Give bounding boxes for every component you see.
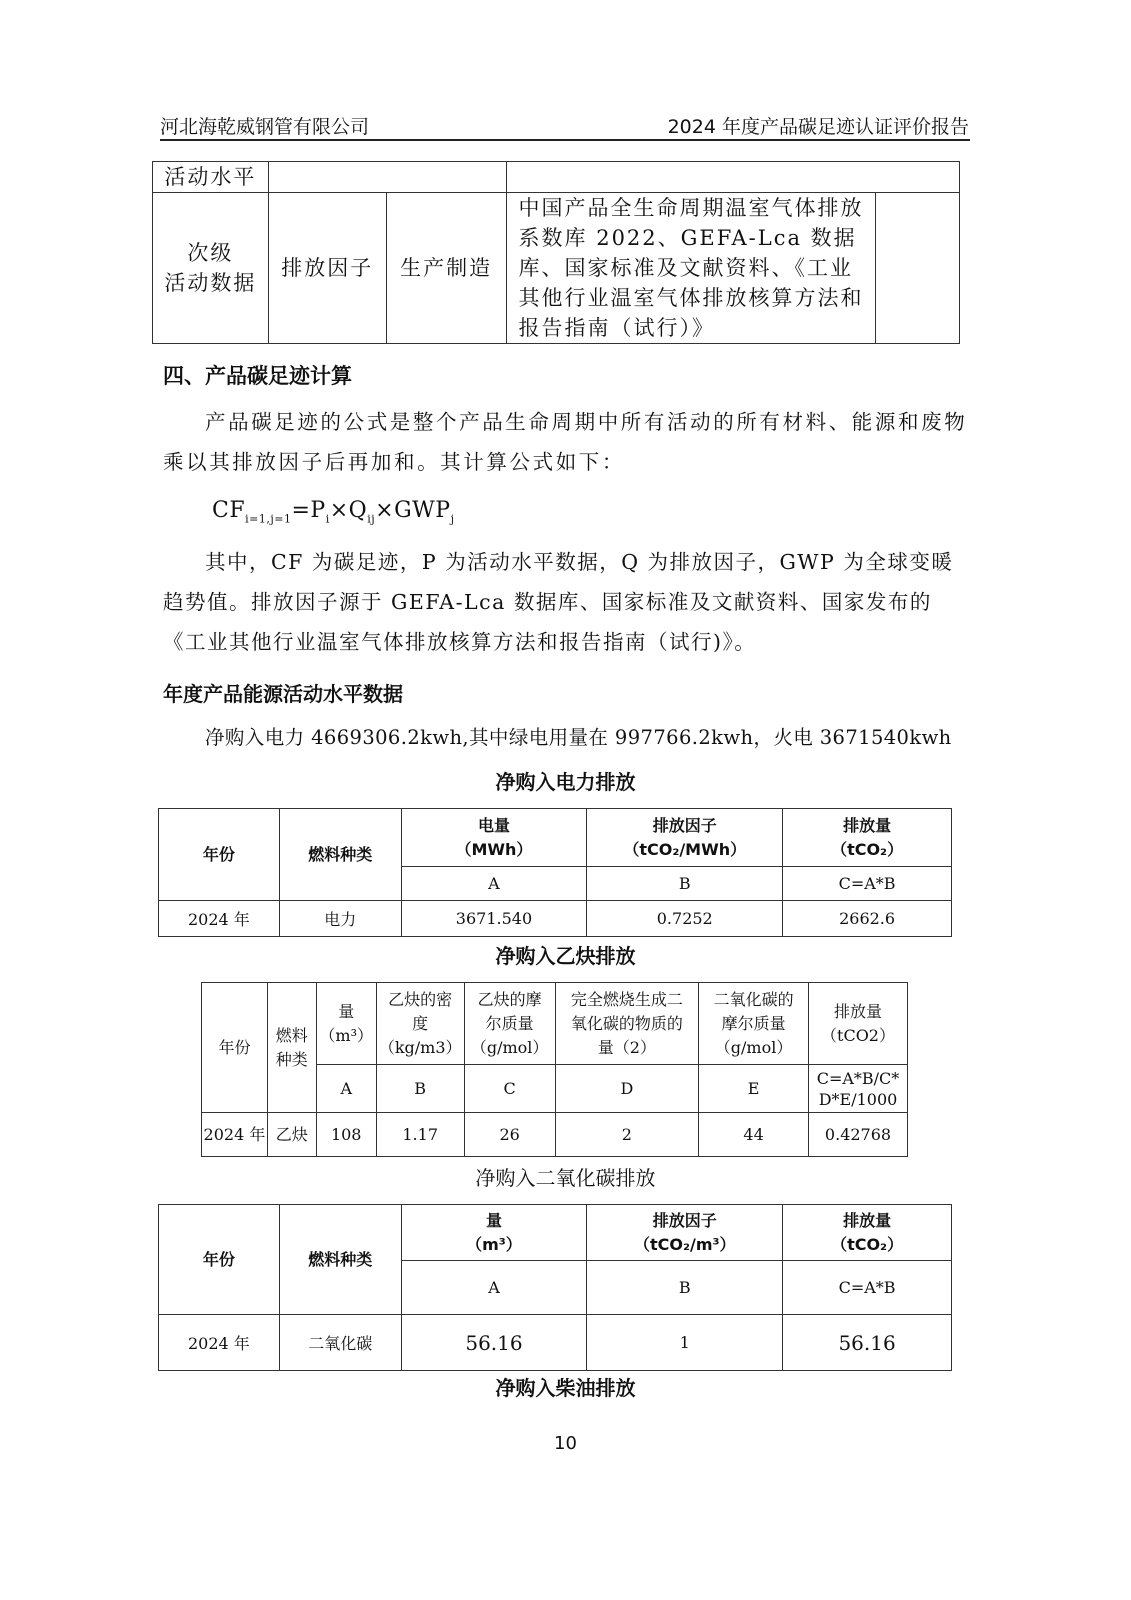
header-factor: 排放因子 （tCO₂/m³） xyxy=(587,1205,783,1261)
cell-factor: 0.7252 xyxy=(587,901,783,937)
letter-d: D xyxy=(555,1065,699,1113)
cell-molar: 26 xyxy=(464,1113,555,1157)
co2-table-caption: 净购入二氧化碳排放 xyxy=(475,1166,656,1190)
cell-amount: 3671.540 xyxy=(401,901,587,937)
header-amount: 电量 （MWh） xyxy=(401,809,587,867)
table-row xyxy=(159,1315,952,1371)
table-row xyxy=(202,983,908,1065)
electricity-text: 净购入电力 4669306.2kwh,其中绿电用量在 997766.2kwh，火电 3671540kwh xyxy=(205,726,952,749)
table-row xyxy=(159,901,952,937)
cell-year: 2024 年 xyxy=(159,901,280,937)
letter-e: E xyxy=(699,1065,809,1113)
energy-heading: 年度产品能源活动水平数据 xyxy=(163,682,403,706)
table-row xyxy=(153,193,960,344)
electricity-table xyxy=(158,808,952,937)
header-emission: 排放量 （tCO₂） xyxy=(783,809,952,867)
table-row xyxy=(159,1205,952,1261)
letter-b: B xyxy=(587,1261,783,1315)
header-emission: 排放量 （tCO2） xyxy=(809,983,908,1065)
letter-formula: C=A*B/C* D*E/1000 xyxy=(809,1065,908,1113)
explanation-paragraph: 其中，CF 为碳足迹，P 为活动水平数据，Q 为排放因子，GWP 为全球变暖趋势值。排放因子源于 GEFA-Lca 数据库、国家标准及文献资料、国家发布的《工业其他行业温室气体排放核算方法和报告指南（试行)》。 xyxy=(163,550,954,654)
letter-c: C=A*B xyxy=(783,1261,952,1315)
header-density: 乙炔的密 度（kg/m3） xyxy=(376,983,464,1065)
cell-fuel: 电力 xyxy=(279,901,401,937)
header-fuel: 燃料 种类 xyxy=(267,983,316,1113)
cell-year: 2024 年 xyxy=(159,1315,280,1371)
cell-type: 排放因子 xyxy=(268,193,386,344)
row-label-activity-level: 活动水平 xyxy=(153,162,269,193)
acetylene-table xyxy=(201,982,908,1157)
cell-stage: 生产制造 xyxy=(386,193,506,344)
header-volume: 量 （m³） xyxy=(316,983,376,1065)
letter-a: A xyxy=(401,867,587,901)
page-number: 10 xyxy=(554,1433,577,1454)
table-row xyxy=(153,162,960,193)
cell-source: 中国产品全生命周期温室气体排放系数库 2022、GEFA-Lca 数据库、国家标准及文献资料、《工业其他行业温室气体排放核算方法和报告指南（试行）》 xyxy=(506,193,876,344)
diesel-table-caption: 净购入柴油排放 xyxy=(495,1376,636,1400)
letter-c: C=A*B xyxy=(783,867,952,901)
cell-emission: 2662.6 xyxy=(783,901,952,937)
cell-fuel: 乙炔 xyxy=(267,1113,316,1157)
cell-emission: 0.42768 xyxy=(809,1113,908,1157)
header-report-title: 2024 年度产品碳足迹认证评价报告 xyxy=(667,116,969,138)
table-row xyxy=(202,1113,908,1157)
header-co2-molar: 二氧化碳的 摩尔质量 （g/mol） xyxy=(699,983,809,1065)
header-year: 年份 xyxy=(202,983,268,1113)
cell-volume: 108 xyxy=(316,1113,376,1157)
header-factor: 排放因子 （tCO₂/MWh） xyxy=(587,809,783,867)
letter-a: A xyxy=(401,1261,587,1315)
letter-a: A xyxy=(316,1065,376,1113)
cell-moles: 2 xyxy=(555,1113,699,1157)
formula: $CF_{i=1,j=1}=P_i\times Q_{ij}\times GWP_j$ xyxy=(212,498,455,526)
cell-year: 2024 年 xyxy=(202,1113,268,1157)
header-fuel: 燃料种类 xyxy=(279,1205,401,1315)
header-moles: 完全燃烧生成二 氧化碳的物质的 量（2） xyxy=(555,983,699,1065)
table-row xyxy=(159,809,952,867)
header-year: 年份 xyxy=(159,1205,280,1315)
letter-b: B xyxy=(376,1065,464,1113)
header-fuel: 燃料种类 xyxy=(279,809,401,901)
row-label-secondary-activity: 次级 活动数据 xyxy=(153,193,269,344)
cell-fuel: 二氧化碳 xyxy=(279,1315,401,1371)
cell-factor: 1 xyxy=(587,1315,783,1371)
section-heading: 四、产品碳足迹计算 xyxy=(163,364,352,388)
letter-b: B xyxy=(587,867,783,901)
co2-table xyxy=(158,1204,952,1371)
cell-co2-molar: 44 xyxy=(699,1113,809,1157)
cell-emission: 56.16 xyxy=(783,1315,952,1371)
letter-c: C xyxy=(464,1065,555,1113)
header-emission: 排放量 （tCO₂） xyxy=(783,1205,952,1261)
header-company: 河北海乾威钢管有限公司 xyxy=(160,116,370,138)
header-divider xyxy=(160,139,970,141)
cell-amount: 56.16 xyxy=(401,1315,587,1371)
header-year: 年份 xyxy=(159,809,280,901)
data-source-table xyxy=(152,161,960,344)
intro-paragraph: 产品碳足迹的公式是整个产品生命周期中所有活动的所有材料、能源和废物乘以其排放因子后再加和。其计算公式如下： xyxy=(163,410,968,474)
electricity-table-caption: 净购入电力排放 xyxy=(495,770,636,794)
header-amount: 量 （m³） xyxy=(401,1205,587,1261)
acetylene-table-caption: 净购入乙炔排放 xyxy=(495,944,636,968)
cell-density: 1.17 xyxy=(376,1113,464,1157)
header-molar: 乙炔的摩 尔质量 （g/mol） xyxy=(464,983,555,1065)
